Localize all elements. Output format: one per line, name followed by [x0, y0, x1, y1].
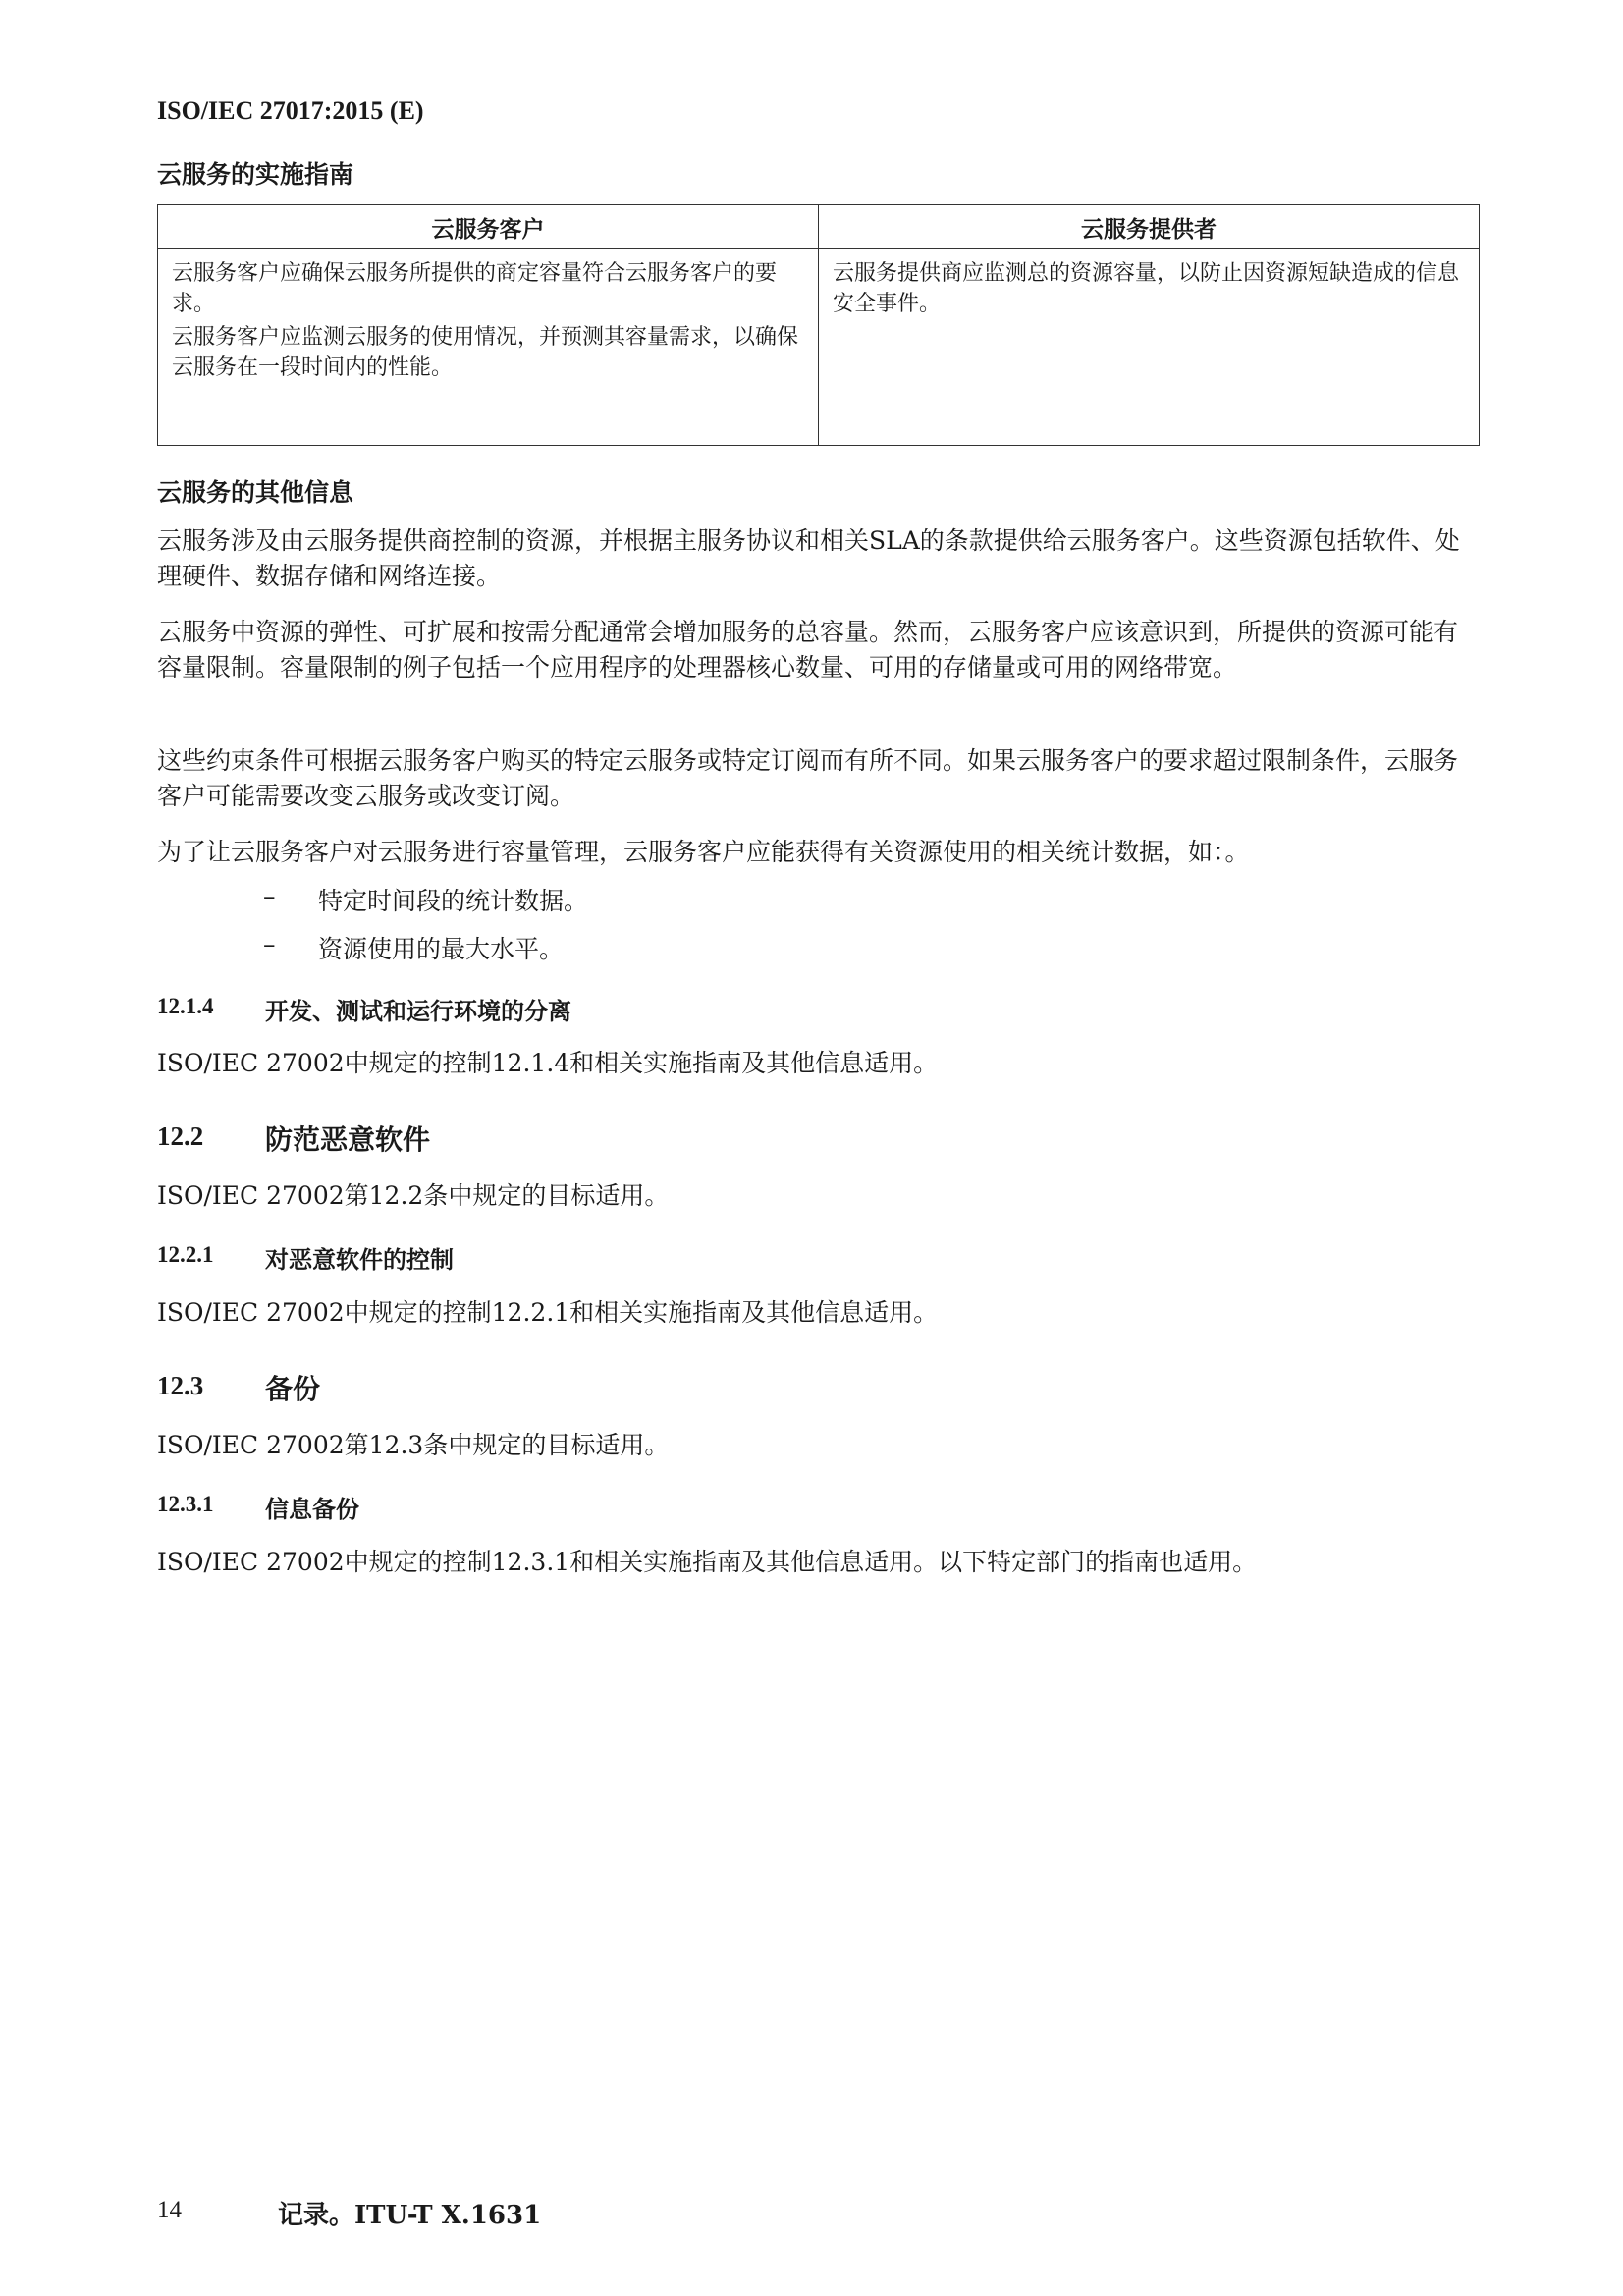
column-header-provider: 云服务提供者: [819, 205, 1480, 249]
section-title: 开发、测试和运行环境的分离: [265, 997, 571, 1025]
other-info-para-3: 这些约束条件可根据云服务客户购买的特定云服务或特定订阅而有所不同。如果云服务客户的要求超过限制条件，云服务客户可能需要改变云服务或改变订阅。: [157, 746, 1459, 810]
list-item: 资源使用的最大水平。: [318, 935, 565, 963]
customer-guidance-2: 云服务客户应监测云服务的使用情况，并预测其容量需求，以确保云服务在一段时间内的性能。: [172, 325, 799, 380]
column-header-customer: 云服务客户: [158, 205, 819, 249]
section-title: 信息备份: [265, 1495, 359, 1523]
section-title: 备份: [265, 1373, 321, 1405]
section-number: 12.3.1: [157, 1492, 214, 1516]
section-body: ISO/IEC 27002第12.3条中规定的目标适用。: [157, 1431, 670, 1459]
section-title: 对恶意软件的控制: [265, 1245, 454, 1274]
section-body: ISO/IEC 27002中规定的控制12.3.1和相关实施指南及其他信息适用。以下特定部门的指南也适用。: [157, 1548, 1258, 1576]
section-number: 12.3: [157, 1371, 204, 1400]
section-body: ISO/IEC 27002第12.2条中规定的目标适用。: [157, 1181, 670, 1210]
provider-cell: [819, 249, 1480, 446]
section-number: 12.2: [157, 1121, 204, 1151]
section-number: 12.1.4: [157, 994, 214, 1018]
other-info-para-4: 为了让云服务客户对云服务进行容量管理，云服务客户应能获得有关资源使用的相关统计数据，如：。: [157, 838, 1250, 866]
other-info-para-1: 云服务涉及由云服务提供商控制的资源，并根据主服务协议和相关SLA的条款提供给云服务客户。这些资源包括软件、处理硬件、数据存储和网络连接。: [157, 526, 1460, 590]
guidance-table: [157, 204, 1480, 446]
table-header-row: [158, 205, 1480, 249]
list-item-dash: –: [263, 930, 276, 958]
customer-guidance-1: 云服务客户应确保云服务所提供的商定容量符合云服务客户的要求。: [172, 261, 778, 316]
customer-cell: [158, 249, 819, 446]
other-info-para-2: 云服务中资源的弹性、可扩展和按需分配通常会增加服务的总容量。然而，云服务客户应该意识到，所提供的资源可能有容量限制。容量限制的例子包括一个应用程序的处理器核心数量、可用的存储量或可用的网络带宽。: [157, 618, 1459, 682]
section-number: 12.2.1: [157, 1242, 214, 1267]
impl-guidance-heading: 云服务的实施指南: [157, 160, 354, 189]
table-row: [158, 249, 1480, 446]
recommendation-label: 记录。ITU-T X.1631: [278, 2201, 542, 2230]
list-item: 特定时间段的统计数据。: [318, 887, 589, 915]
section-title: 防范恶意软件: [265, 1123, 431, 1156]
other-info-heading: 云服务的其他信息: [157, 478, 354, 507]
document-id: ISO/IEC 27017:2015 (E): [157, 96, 424, 125]
page-number: 14: [157, 2197, 182, 2223]
list-item-dash: –: [263, 882, 276, 910]
section-body: ISO/IEC 27002中规定的控制12.2.1和相关实施指南及其他信息适用。: [157, 1298, 939, 1327]
section-body: ISO/IEC 27002中规定的控制12.1.4和相关实施指南及其他信息适用。: [157, 1049, 939, 1077]
provider-guidance-1: 云服务提供商应监测总的资源容量，以防止因资源短缺造成的信息安全事件。: [833, 261, 1460, 316]
